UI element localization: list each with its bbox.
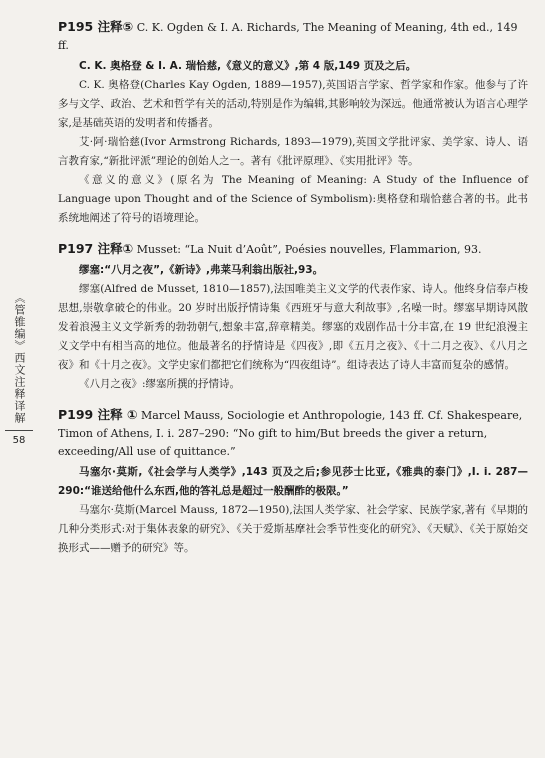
note-entry-p199 xyxy=(58,406,528,558)
note-entry-p195 xyxy=(58,18,528,228)
note-citation: C. K. Ogden & I. A. Richards, The Meaning of Meaning, 4th ed., 149 ff. xyxy=(58,21,518,52)
note-label: P199 注释 ① xyxy=(58,407,138,422)
note-heading xyxy=(58,18,528,55)
note-entry-p197 xyxy=(58,240,528,394)
translation: 缪塞:“八月之夜”,《新诗》,弗莱马利翁出版社,93。 xyxy=(79,264,324,276)
note-heading xyxy=(58,406,528,461)
annotation-paragraph: 马塞尔·莫斯(Marcel Mauss, 1872—1950),法国人类学家、社会学家、民族学家,著有《早期的几种分类形式:对于集体表象的研究》、《关于爱斯基摩社会季节性变化的研究》、《天赋》、《关于原始交换形式——赠予的研究》等。 xyxy=(58,504,528,554)
running-header xyxy=(4,292,34,446)
note-label: P197 注释① xyxy=(58,241,134,256)
annotation-paragraph: 《八月之夜》:缪塞所撰的抒情诗。 xyxy=(79,378,241,390)
annotation-paragraph: C. K. 奥格登(Charles Kay Ogden, 1889—1957),英国语言学家、哲学家和作家。他参与了许多与文学、政治、艺术和哲学有关的活动,特别是作为编辑,其影响较为深远。他通常被认为语言心理学家,是基础英语的发明者和传播者。 xyxy=(58,79,528,129)
note-label: P195 注释⑤ xyxy=(58,19,134,34)
annotation-paragraph: 《意义的意义》(原名为 The Meaning of Meaning: A Study of the Influence of Language upon Thought and of the Science of Symbolism):奥格登和瑞恰慈合著的书。此书系统地阐述了符号的语境理论。 xyxy=(58,174,528,224)
translation: 马塞尔·莫斯,《社会学与人类学》,143 页及之后;参见莎士比亚,《雅典的泰门》,I. i. 287—290:“谁送给他什么东西,他的答礼总是超过一般酬酢的极限。” xyxy=(58,466,528,497)
note-heading xyxy=(58,240,528,259)
main-content xyxy=(58,18,528,564)
book-title: 《管锥编》西文注释译解 xyxy=(13,292,26,424)
header-rule xyxy=(5,430,33,431)
translation: C. K. 奥格登 & I. A. 瑞恰慈,《意义的意义》,第 4 版,149 页及之后。 xyxy=(79,60,417,72)
annotation-paragraph: 缪塞(Alfred de Musset, 1810—1857),法国唯美主义文学的代表作家、诗人。他终身信奉卢梭思想,崇敬拿破仑的伟业。20 岁时出版抒情诗集《西班牙与意大利故事》,名噪一时。缪塞早期诗风散发着浪漫主义文学新秀的勃勃朝气,想象丰富,辞章精美。缪塞的戏剧作品十分丰富,在 19 世纪浪漫主义文学中有相当高的地位。他最著名的抒情诗是《四夜》,即《五月之夜》、《十二月之夜》、《八月之夜》和《十月之夜》。文学史家们都把它们统称为“四夜组诗”。组诗表达了诗人丰富而复杂的感情。 xyxy=(58,283,528,371)
note-citation: Musset: “La Nuit d’Août”, Poésies nouvelles, Flammarion, 93. xyxy=(136,243,482,256)
note-citation: Marcel Mauss, Sociologie et Anthropologie, 143 ff. Cf. Shakespeare, Timon of Athens, I. i. 287–290: “No gift to him/But breeds the giver a return, exceeding/All use of quittance.” xyxy=(58,409,523,458)
page-number: 58 xyxy=(12,435,26,446)
annotation-paragraph: 艾·阿·瑞恰慈(Ivor Armstrong Richards, 1893—1979),英国文学批评家、美学家、诗人、语言教育家,“新批评派”理论的创始人之一。著有《批评原理》、《实用批评》等。 xyxy=(58,136,528,167)
